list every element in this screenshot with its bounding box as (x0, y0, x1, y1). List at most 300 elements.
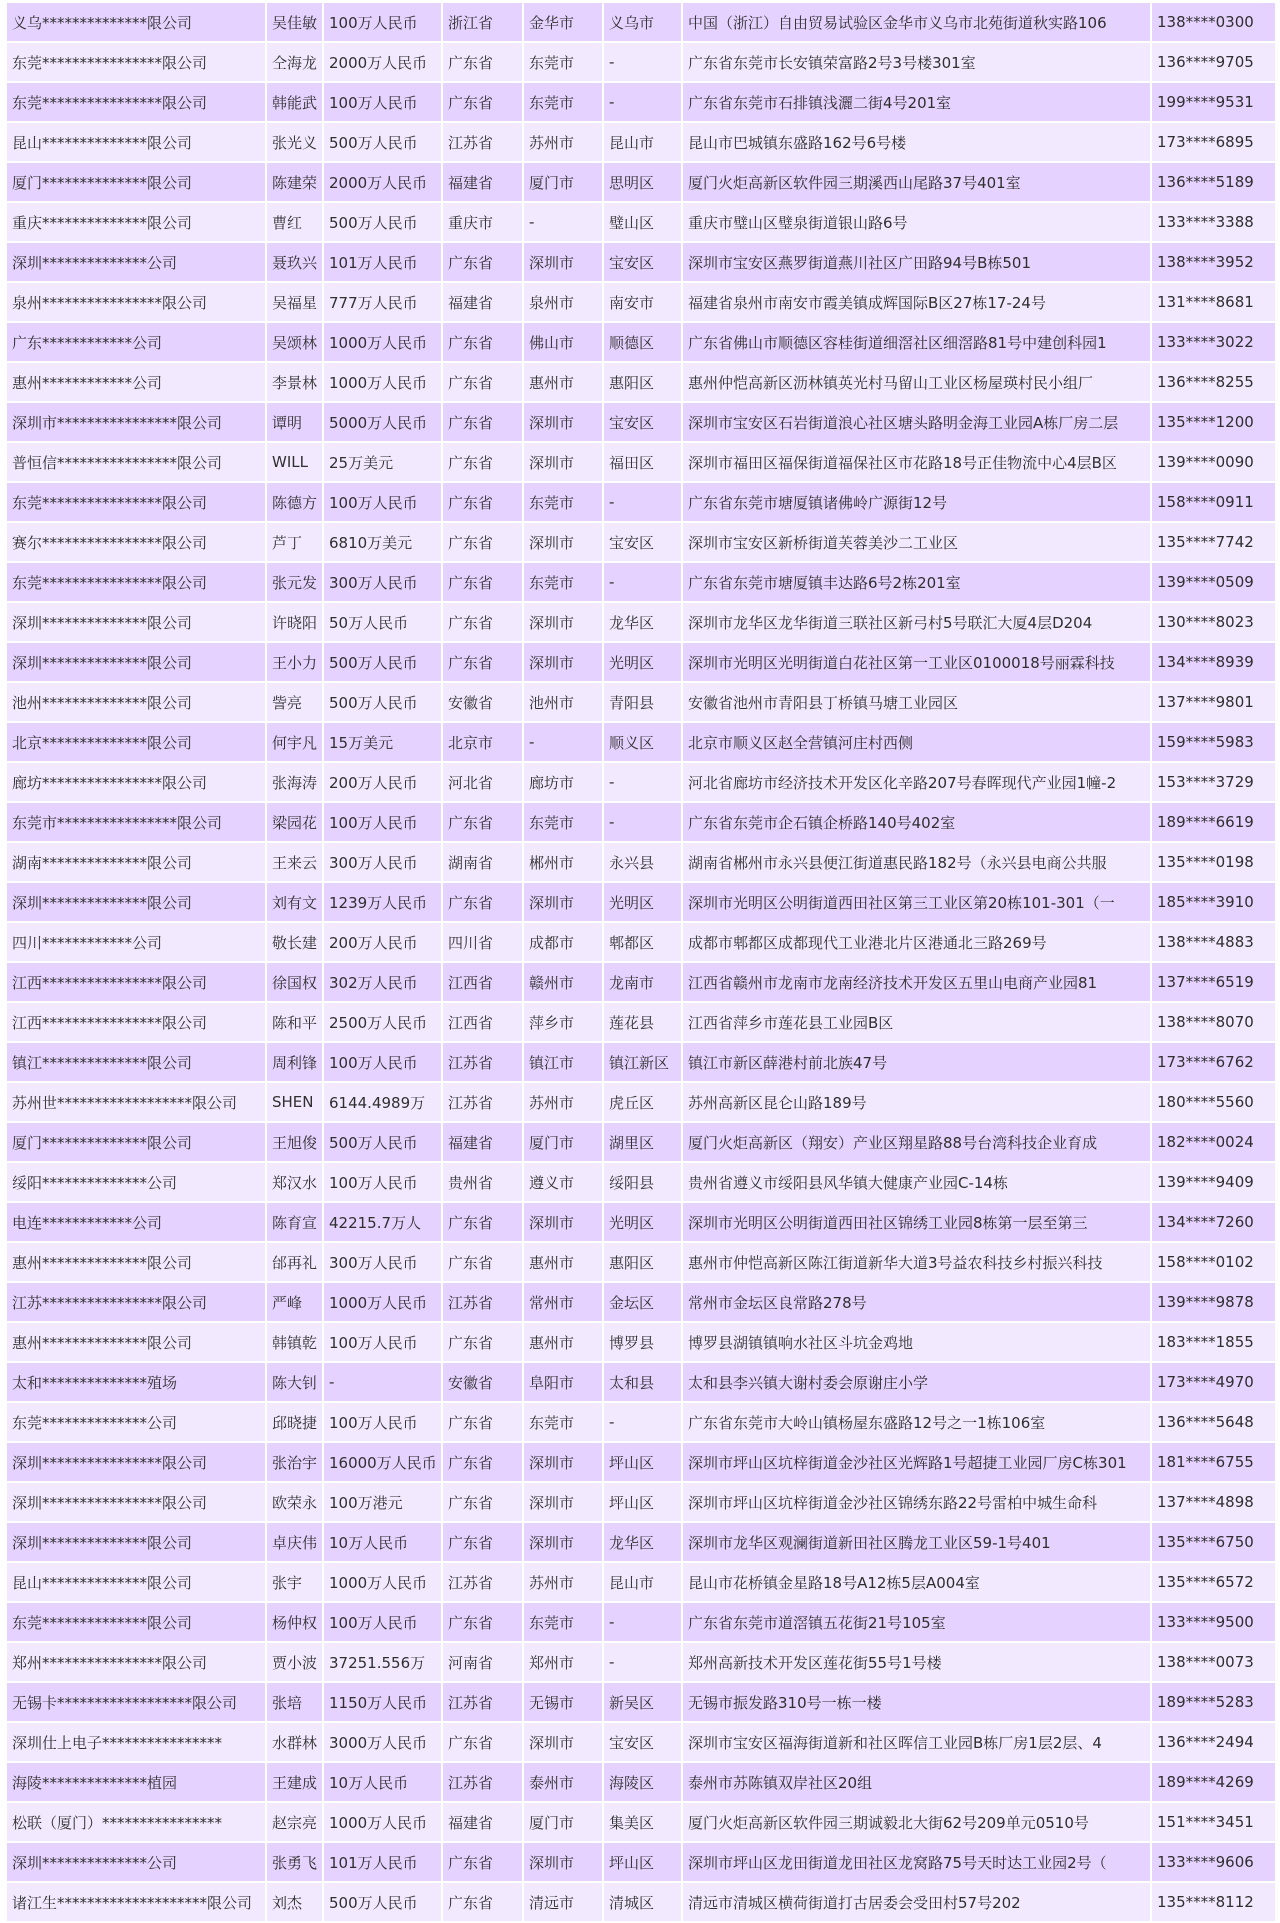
district-cell: 龙南市 (603, 962, 682, 1002)
address-cell: 广东省东莞市企石镇企桥路140号402室 (682, 802, 1151, 842)
phone-cell: 173****6895 (1151, 122, 1276, 162)
address-cell: 镇江市新区薛港村前北族47号 (682, 1042, 1151, 1082)
table-row (6, 762, 1276, 802)
phone-cell: 185****3910 (1151, 882, 1276, 922)
company-name-cell: 东莞****************限公司 (6, 562, 266, 602)
phone-cell: 138****3952 (1151, 242, 1276, 282)
district-cell: 南安市 (603, 282, 682, 322)
city-cell: 东莞市 (523, 42, 603, 82)
district-cell: 博罗县 (603, 1322, 682, 1362)
address-cell: 太和县李兴镇大谢村委会原谢庄小学 (682, 1362, 1151, 1402)
province-cell: 广东省 (442, 362, 523, 402)
capital-cell: 100万人民币 (323, 1402, 442, 1442)
legal-rep-cell: 陈德方 (266, 482, 323, 522)
province-cell: 福建省 (442, 282, 523, 322)
province-cell: 广东省 (442, 82, 523, 122)
province-cell: 江苏省 (442, 122, 523, 162)
legal-rep-cell: 张海涛 (266, 762, 323, 802)
province-cell: 广东省 (442, 522, 523, 562)
district-cell: 昆山市 (603, 122, 682, 162)
phone-cell: 135****6750 (1151, 1522, 1276, 1562)
phone-cell: 134****7260 (1151, 1202, 1276, 1242)
address-cell: 深圳市光明区公明街道西田社区第三工业区第20栋101-301（一 (682, 882, 1151, 922)
address-cell: 厦门火炬高新区软件园三期诚毅北大街62号209单元0510号 (682, 1802, 1151, 1842)
legal-rep-cell: 张元发 (266, 562, 323, 602)
city-cell: 泉州市 (523, 282, 603, 322)
table-row (6, 1042, 1276, 1082)
table-row (6, 282, 1276, 322)
capital-cell: 101万人民币 (323, 242, 442, 282)
address-cell: 昆山市花桥镇金星路18号A12栋5层A004室 (682, 1562, 1151, 1602)
legal-rep-cell: 訾亮 (266, 682, 323, 722)
capital-cell: 500万人民币 (323, 122, 442, 162)
table-row (6, 722, 1276, 762)
capital-cell: 100万人民币 (323, 2, 442, 42)
district-cell: 福田区 (603, 442, 682, 482)
legal-rep-cell: 仝海龙 (266, 42, 323, 82)
company-name-cell: 深圳**************公司 (6, 1842, 266, 1882)
district-cell: 太和县 (603, 1362, 682, 1402)
table-row (6, 1082, 1276, 1122)
phone-cell: 135****7742 (1151, 522, 1276, 562)
province-cell: 广东省 (442, 242, 523, 282)
address-cell: 深圳市坪山区坑梓街道金沙社区锦绣东路22号雷柏中城生命科 (682, 1482, 1151, 1522)
phone-cell: 182****0024 (1151, 1122, 1276, 1162)
phone-cell: 173****4970 (1151, 1362, 1276, 1402)
company-name-cell: 郑州****************限公司 (6, 1642, 266, 1682)
address-cell: 河北省廊坊市经济技术开发区化辛路207号春晖现代产业园1幢-2 (682, 762, 1151, 802)
company-name-cell: 东莞**************公司 (6, 1402, 266, 1442)
district-cell: - (603, 42, 682, 82)
phone-cell: 136****5648 (1151, 1402, 1276, 1442)
district-cell: 光明区 (603, 882, 682, 922)
district-cell: 宝安区 (603, 242, 682, 282)
city-cell: 萍乡市 (523, 1002, 603, 1042)
district-cell: 璧山区 (603, 202, 682, 242)
company-name-cell: 东莞**************限公司 (6, 1602, 266, 1642)
address-cell: 中国（浙江）自由贸易试验区金华市义乌市北苑街道秋实路106 (682, 2, 1151, 42)
city-cell: 深圳市 (523, 1522, 603, 1562)
province-cell: 福建省 (442, 162, 523, 202)
company-name-cell: 东莞****************限公司 (6, 482, 266, 522)
table-row (6, 1602, 1276, 1642)
table-row (6, 682, 1276, 722)
company-name-cell: 诸江生********************限公司 (6, 1882, 266, 1922)
province-cell: 广东省 (442, 442, 523, 482)
capital-cell: 300万人民币 (323, 562, 442, 602)
legal-rep-cell: 张治宇 (266, 1442, 323, 1482)
table-row (6, 1442, 1276, 1482)
company-name-cell: 昆山**************限公司 (6, 1562, 266, 1602)
district-cell: - (603, 1642, 682, 1682)
table-row (6, 802, 1276, 842)
table-row (6, 1762, 1276, 1802)
city-cell: 遵义市 (523, 1162, 603, 1202)
legal-rep-cell: 卓庆伟 (266, 1522, 323, 1562)
address-cell: 深圳市龙华区观澜街道新田社区腾龙工业区59-1号401 (682, 1522, 1151, 1562)
company-name-cell: 义乌**************限公司 (6, 2, 266, 42)
address-cell: 深圳市龙华区龙华街道三联社区新弓村5号联汇大厦4层D204 (682, 602, 1151, 642)
table-row (6, 42, 1276, 82)
city-cell: 深圳市 (523, 1442, 603, 1482)
phone-cell: 131****8681 (1151, 282, 1276, 322)
legal-rep-cell: 周利锋 (266, 1042, 323, 1082)
address-cell: 博罗县湖镇镇响水社区斗坑金鸡地 (682, 1322, 1151, 1362)
province-cell: 北京市 (442, 722, 523, 762)
company-name-cell: 湖南**************限公司 (6, 842, 266, 882)
district-cell: 坪山区 (603, 1842, 682, 1882)
district-cell: - (603, 1402, 682, 1442)
company-name-cell: 深圳**************限公司 (6, 642, 266, 682)
legal-rep-cell: 王来云 (266, 842, 323, 882)
legal-rep-cell: 芦丁 (266, 522, 323, 562)
capital-cell: 500万人民币 (323, 682, 442, 722)
company-name-cell: 镇江**************限公司 (6, 1042, 266, 1082)
phone-cell: 130****8023 (1151, 602, 1276, 642)
company-name-cell: 绥阳**************公司 (6, 1162, 266, 1202)
province-cell: 河北省 (442, 762, 523, 802)
table-row (6, 1242, 1276, 1282)
phone-cell: 139****0090 (1151, 442, 1276, 482)
legal-rep-cell: 刘杰 (266, 1882, 323, 1922)
capital-cell: 100万人民币 (323, 82, 442, 122)
capital-cell: 10万人民币 (323, 1522, 442, 1562)
capital-cell: 1000万人民币 (323, 1802, 442, 1842)
capital-cell: 1000万人民币 (323, 1562, 442, 1602)
company-name-cell: 普恒信****************限公司 (6, 442, 266, 482)
phone-cell: 134****8939 (1151, 642, 1276, 682)
address-cell: 广东省东莞市长安镇荣富路2号3号楼301室 (682, 42, 1151, 82)
address-cell: 深圳市光明区公明街道西田社区锦绣工业园8栋第一层至第三 (682, 1202, 1151, 1242)
legal-rep-cell: 何宇凡 (266, 722, 323, 762)
table-row (6, 1642, 1276, 1682)
district-cell: - (603, 762, 682, 802)
company-name-cell: 松联（厦门）**************** (6, 1802, 266, 1842)
capital-cell: 1150万人民币 (323, 1682, 442, 1722)
company-name-cell: 东莞****************限公司 (6, 42, 266, 82)
phone-cell: 138****0300 (1151, 2, 1276, 42)
phone-cell: 135****0198 (1151, 842, 1276, 882)
city-cell: 赣州市 (523, 962, 603, 1002)
city-cell: 苏州市 (523, 1082, 603, 1122)
address-cell: 广东省东莞市道滘镇五花街21号105室 (682, 1602, 1151, 1642)
district-cell: 坪山区 (603, 1482, 682, 1522)
company-name-cell: 池州**************限公司 (6, 682, 266, 722)
province-cell: 广东省 (442, 1602, 523, 1642)
table-row (6, 322, 1276, 362)
company-name-cell: 深圳**************公司 (6, 242, 266, 282)
address-cell: 广东省东莞市塘厦镇诸佛岭广源街12号 (682, 482, 1151, 522)
province-cell: 江苏省 (442, 1682, 523, 1722)
province-cell: 广东省 (442, 322, 523, 362)
company-name-cell: 广东************公司 (6, 322, 266, 362)
capital-cell: 100万人民币 (323, 1602, 442, 1642)
district-cell: 绥阳县 (603, 1162, 682, 1202)
capital-cell: 5000万人民币 (323, 402, 442, 442)
table-row (6, 1802, 1276, 1842)
capital-cell: 300万人民币 (323, 1242, 442, 1282)
address-cell: 清远市清城区横荷街道打古居委会受田村57号202 (682, 1882, 1151, 1922)
district-cell: 龙华区 (603, 602, 682, 642)
phone-cell: 137****4898 (1151, 1482, 1276, 1522)
table-row (6, 1002, 1276, 1042)
legal-rep-cell: 陈和平 (266, 1002, 323, 1042)
city-cell: 苏州市 (523, 122, 603, 162)
city-cell: 深圳市 (523, 402, 603, 442)
phone-cell: 189****5283 (1151, 1682, 1276, 1722)
city-cell: 惠州市 (523, 1322, 603, 1362)
address-cell: 深圳市宝安区燕罗街道燕川社区广田路94号B栋501 (682, 242, 1151, 282)
company-name-cell: 厦门**************限公司 (6, 1122, 266, 1162)
city-cell: 池州市 (523, 682, 603, 722)
table-row (6, 1882, 1276, 1922)
capital-cell: 1000万人民币 (323, 1282, 442, 1322)
city-cell: 深圳市 (523, 602, 603, 642)
legal-rep-cell: 刘有文 (266, 882, 323, 922)
province-cell: 湖南省 (442, 842, 523, 882)
legal-rep-cell: 吴颂林 (266, 322, 323, 362)
province-cell: 江苏省 (442, 1762, 523, 1802)
address-cell: 北京市顺义区赵全营镇河庄村西侧 (682, 722, 1151, 762)
legal-rep-cell: 张勇飞 (266, 1842, 323, 1882)
table-row (6, 1482, 1276, 1522)
address-cell: 湖南省郴州市永兴县便江街道惠民路182号（永兴县电商公共服 (682, 842, 1151, 882)
district-cell: 思明区 (603, 162, 682, 202)
city-cell: 东莞市 (523, 482, 603, 522)
company-name-cell: 江西****************限公司 (6, 1002, 266, 1042)
company-name-cell: 赛尔****************限公司 (6, 522, 266, 562)
phone-cell: 158****0911 (1151, 482, 1276, 522)
company-name-cell: 江苏****************限公司 (6, 1282, 266, 1322)
capital-cell: 100万人民币 (323, 1162, 442, 1202)
phone-cell: 139****0509 (1151, 562, 1276, 602)
province-cell: 江西省 (442, 1002, 523, 1042)
table-row (6, 562, 1276, 602)
province-cell: 广东省 (442, 402, 523, 442)
city-cell: 东莞市 (523, 802, 603, 842)
company-name-cell: 惠州**************限公司 (6, 1322, 266, 1362)
address-cell: 成都市郫都区成都现代工业港北片区港通北三路269号 (682, 922, 1151, 962)
capital-cell: 10万人民币 (323, 1762, 442, 1802)
legal-rep-cell: 李景林 (266, 362, 323, 402)
legal-rep-cell: 张光义 (266, 122, 323, 162)
phone-cell: 158****0102 (1151, 1242, 1276, 1282)
legal-rep-cell: 徐国权 (266, 962, 323, 1002)
district-cell: 光明区 (603, 1202, 682, 1242)
district-cell: 顺义区 (603, 722, 682, 762)
province-cell: 重庆市 (442, 202, 523, 242)
address-cell: 深圳市宝安区新桥街道芙蓉美沙二工业区 (682, 522, 1151, 562)
table-row (6, 82, 1276, 122)
table-body (6, 2, 1276, 1922)
phone-cell: 133****9500 (1151, 1602, 1276, 1642)
phone-cell: 189****6619 (1151, 802, 1276, 842)
table-row (6, 1522, 1276, 1562)
table-row (6, 1682, 1276, 1722)
address-cell: 深圳市坪山区坑梓街道金沙社区光辉路1号超捷工业园厂房C栋301 (682, 1442, 1151, 1482)
city-cell: 深圳市 (523, 1482, 603, 1522)
province-cell: 广东省 (442, 802, 523, 842)
city-cell: 深圳市 (523, 1842, 603, 1882)
capital-cell: 1000万人民币 (323, 322, 442, 362)
phone-cell: 138****0073 (1151, 1642, 1276, 1682)
city-cell: 东莞市 (523, 1602, 603, 1642)
district-cell: 义乌市 (603, 2, 682, 42)
legal-rep-cell: 贾小波 (266, 1642, 323, 1682)
city-cell: 深圳市 (523, 1722, 603, 1762)
company-name-cell: 电连************公司 (6, 1202, 266, 1242)
capital-cell: 25万美元 (323, 442, 442, 482)
phone-cell: 181****6755 (1151, 1442, 1276, 1482)
legal-rep-cell: 韩镇乾 (266, 1322, 323, 1362)
legal-rep-cell: 许晓阳 (266, 602, 323, 642)
company-name-cell: 深圳**************限公司 (6, 602, 266, 642)
province-cell: 广东省 (442, 42, 523, 82)
capital-cell: 3000万人民币 (323, 1722, 442, 1762)
phone-cell: 139****9409 (1151, 1162, 1276, 1202)
district-cell: 昆山市 (603, 1562, 682, 1602)
city-cell: 阜阳市 (523, 1362, 603, 1402)
phone-cell: 133****3388 (1151, 202, 1276, 242)
legal-rep-cell: 陈育宣 (266, 1202, 323, 1242)
legal-rep-cell: 赵宗亮 (266, 1802, 323, 1842)
table-row (6, 362, 1276, 402)
capital-cell: 2000万人民币 (323, 162, 442, 202)
capital-cell: 500万人民币 (323, 642, 442, 682)
table-row (6, 922, 1276, 962)
company-name-cell: 深圳**************限公司 (6, 1522, 266, 1562)
city-cell: 深圳市 (523, 882, 603, 922)
province-cell: 广东省 (442, 882, 523, 922)
district-cell: 莲花县 (603, 1002, 682, 1042)
province-cell: 广东省 (442, 1322, 523, 1362)
capital-cell: 100万人民币 (323, 1042, 442, 1082)
phone-cell: 136****8255 (1151, 362, 1276, 402)
table-row (6, 642, 1276, 682)
address-cell: 贵州省遵义市绥阳县风华镇大健康产业园C-14栋 (682, 1162, 1151, 1202)
table-row (6, 1362, 1276, 1402)
city-cell: 郑州市 (523, 1642, 603, 1682)
city-cell: 廊坊市 (523, 762, 603, 802)
province-cell: 广东省 (442, 1242, 523, 1282)
company-name-cell: 苏州世******************限公司 (6, 1082, 266, 1122)
table-row (6, 962, 1276, 1002)
city-cell: 深圳市 (523, 1202, 603, 1242)
legal-rep-cell: 杨仲权 (266, 1602, 323, 1642)
address-cell: 广东省佛山市顺德区容桂街道细滘社区细滘路81号中建创科园1 (682, 322, 1151, 362)
capital-cell: 15万美元 (323, 722, 442, 762)
phone-cell: 138****4883 (1151, 922, 1276, 962)
district-cell: 惠阳区 (603, 362, 682, 402)
district-cell: 海陵区 (603, 1762, 682, 1802)
capital-cell: 2000万人民币 (323, 42, 442, 82)
province-cell: 广东省 (442, 1202, 523, 1242)
province-cell: 浙江省 (442, 2, 523, 42)
city-cell: 常州市 (523, 1282, 603, 1322)
province-cell: 广东省 (442, 602, 523, 642)
capital-cell: 37251.556万 (323, 1642, 442, 1682)
district-cell: 清城区 (603, 1882, 682, 1922)
province-cell: 江苏省 (442, 1042, 523, 1082)
city-cell: 惠州市 (523, 362, 603, 402)
city-cell: 苏州市 (523, 1562, 603, 1602)
phone-cell: 133****3022 (1151, 322, 1276, 362)
legal-rep-cell: 梁园花 (266, 802, 323, 842)
city-cell: 泰州市 (523, 1762, 603, 1802)
city-cell: 厦门市 (523, 162, 603, 202)
district-cell: - (603, 802, 682, 842)
address-cell: 郑州高新技术开发区莲花街55号1号楼 (682, 1642, 1151, 1682)
address-cell: 厦门火炬高新区（翔安）产业区翔星路88号台湾科技企业育成 (682, 1122, 1151, 1162)
phone-cell: 133****9606 (1151, 1842, 1276, 1882)
province-cell: 广东省 (442, 642, 523, 682)
legal-rep-cell: 敬长建 (266, 922, 323, 962)
capital-cell: 100万人民币 (323, 482, 442, 522)
company-name-cell: 重庆**************限公司 (6, 202, 266, 242)
table-row (6, 122, 1276, 162)
capital-cell: 16000万人民币 (323, 1442, 442, 1482)
table-row (6, 1322, 1276, 1362)
phone-cell: 173****6762 (1151, 1042, 1276, 1082)
capital-cell: 100万人民币 (323, 802, 442, 842)
phone-cell: 136****9705 (1151, 42, 1276, 82)
phone-cell: 136****5189 (1151, 162, 1276, 202)
district-cell: - (603, 482, 682, 522)
table-row (6, 882, 1276, 922)
province-cell: 福建省 (442, 1802, 523, 1842)
district-cell: 光明区 (603, 642, 682, 682)
company-name-cell: 四川************公司 (6, 922, 266, 962)
legal-rep-cell: 曹红 (266, 202, 323, 242)
capital-cell: 100万港元 (323, 1482, 442, 1522)
capital-cell: 777万人民币 (323, 282, 442, 322)
capital-cell: 100万人民币 (323, 1322, 442, 1362)
legal-rep-cell: 欧荣永 (266, 1482, 323, 1522)
legal-rep-cell: 邰再礼 (266, 1242, 323, 1282)
legal-rep-cell: SHEN (266, 1082, 323, 1122)
table-row (6, 442, 1276, 482)
phone-cell: 180****5560 (1151, 1082, 1276, 1122)
company-table (5, 1, 1277, 1923)
address-cell: 惠州市仲恺高新区陈江街道新华大道3号益农科技乡村振兴科技 (682, 1242, 1151, 1282)
company-name-cell: 深圳仕上电子**************** (6, 1722, 266, 1762)
address-cell: 重庆市璧山区璧泉街道银山路6号 (682, 202, 1151, 242)
capital-cell: 42215.7万人 (323, 1202, 442, 1242)
capital-cell: 6810万美元 (323, 522, 442, 562)
city-cell: 深圳市 (523, 522, 603, 562)
phone-cell: 189****4269 (1151, 1762, 1276, 1802)
legal-rep-cell: 吴佳敏 (266, 2, 323, 42)
address-cell: 江西省赣州市龙南市龙南经济技术开发区五里山电商产业园81 (682, 962, 1151, 1002)
district-cell: 湖里区 (603, 1122, 682, 1162)
table-row (6, 482, 1276, 522)
table-row (6, 1202, 1276, 1242)
address-cell: 常州市金坛区良常路278号 (682, 1282, 1151, 1322)
district-cell: 顺德区 (603, 322, 682, 362)
legal-rep-cell: 陈大钊 (266, 1362, 323, 1402)
province-cell: 广东省 (442, 1402, 523, 1442)
city-cell: 东莞市 (523, 562, 603, 602)
province-cell: 江西省 (442, 962, 523, 1002)
city-cell: 深圳市 (523, 442, 603, 482)
company-name-cell: 太和**************殖场 (6, 1362, 266, 1402)
company-name-cell: 东莞市****************限公司 (6, 802, 266, 842)
table-row (6, 602, 1276, 642)
address-cell: 深圳市宝安区石岩街道浪心社区塘头路明金海工业园A栋厂房二层 (682, 402, 1151, 442)
district-cell: 永兴县 (603, 842, 682, 882)
company-name-cell: 泉州****************限公司 (6, 282, 266, 322)
capital-cell: 101万人民币 (323, 1842, 442, 1882)
